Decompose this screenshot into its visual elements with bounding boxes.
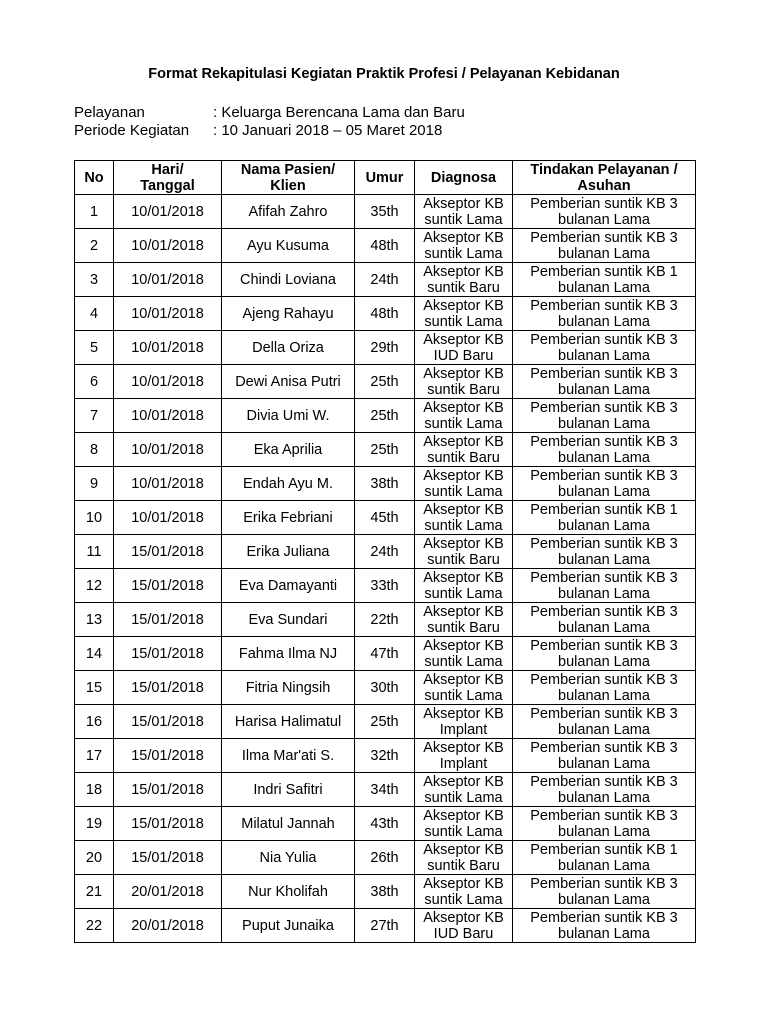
cell-nama: Fahma Ilma NJ xyxy=(222,637,355,671)
cell-diagnosa-line1: Akseptor KB xyxy=(423,807,504,824)
cell-nama: Ilma Mar'ati S. xyxy=(222,739,355,773)
header-label-line1: Tindakan Pelayanan / xyxy=(530,161,678,178)
cell-tindakan-line1: Pemberian suntik KB 3 xyxy=(530,739,678,756)
cell-tindakan-line2: bulanan Lama xyxy=(558,755,650,772)
table-row xyxy=(75,229,696,263)
cell-diagnosa-line2: suntik Lama xyxy=(424,313,503,330)
table-row xyxy=(75,263,696,297)
col-no-header xyxy=(75,161,114,195)
col-tanggal-header xyxy=(114,161,222,195)
table-body xyxy=(75,195,696,943)
cell-umur: 43th xyxy=(355,807,415,841)
cell-no: 12 xyxy=(75,569,114,603)
cell-tindakan-line1: Pemberian suntik KB 3 xyxy=(530,229,678,246)
cell-diagnosa-line2: suntik Lama xyxy=(424,687,503,704)
cell-tindakan-line1: Pemberian suntik KB 1 xyxy=(530,263,678,280)
cell-tanggal: 10/01/2018 xyxy=(114,365,222,399)
cell-diagnosa xyxy=(415,569,513,603)
cell-tanggal: 10/01/2018 xyxy=(114,229,222,263)
cell-diagnosa xyxy=(415,433,513,467)
cell-tanggal: 15/01/2018 xyxy=(114,705,222,739)
cell-no: 11 xyxy=(75,535,114,569)
cell-tindakan xyxy=(513,773,696,807)
cell-diagnosa-line1: Akseptor KB xyxy=(423,501,504,518)
cell-no: 4 xyxy=(75,297,114,331)
cell-tindakan-line2: bulanan Lama xyxy=(558,483,650,500)
cell-diagnosa xyxy=(415,739,513,773)
cell-no: 16 xyxy=(75,705,114,739)
cell-nama: Nur Kholifah xyxy=(222,875,355,909)
cell-nama: Ajeng Rahayu xyxy=(222,297,355,331)
cell-tindakan xyxy=(513,841,696,875)
cell-diagnosa-line1: Akseptor KB xyxy=(423,875,504,892)
cell-no: 10 xyxy=(75,501,114,535)
cell-diagnosa-line2: suntik Lama xyxy=(424,415,503,432)
cell-nama: Fitria Ningsih xyxy=(222,671,355,705)
cell-diagnosa-line2: suntik Lama xyxy=(424,517,503,534)
cell-tindakan-line2: bulanan Lama xyxy=(558,313,650,330)
cell-tindakan-line2: bulanan Lama xyxy=(558,347,650,364)
cell-umur: 32th xyxy=(355,739,415,773)
header-label-line1: Nama Pasien/ xyxy=(240,161,336,178)
cell-tanggal: 10/01/2018 xyxy=(114,297,222,331)
cell-umur: 47th xyxy=(355,637,415,671)
cell-tindakan-line1: Pemberian suntik KB 3 xyxy=(530,603,678,620)
cell-diagnosa xyxy=(415,603,513,637)
col-tindakan-header xyxy=(513,161,696,195)
cell-tindakan-line2: bulanan Lama xyxy=(558,619,650,636)
cell-diagnosa-line1: Akseptor KB xyxy=(423,841,504,858)
cell-no: 6 xyxy=(75,365,114,399)
cell-tindakan-line1: Pemberian suntik KB 3 xyxy=(530,773,678,790)
cell-diagnosa-line2: suntik Baru xyxy=(427,551,500,568)
cell-tanggal: 15/01/2018 xyxy=(114,671,222,705)
cell-tanggal: 10/01/2018 xyxy=(114,433,222,467)
cell-nama: Chindi Loviana xyxy=(222,263,355,297)
table-row xyxy=(75,297,696,331)
cell-tindakan-line1: Pemberian suntik KB 3 xyxy=(530,909,678,926)
cell-diagnosa xyxy=(415,297,513,331)
cell-tindakan-line1: Pemberian suntik KB 3 xyxy=(530,195,678,212)
cell-diagnosa xyxy=(415,909,513,943)
cell-nama: Erika Juliana xyxy=(222,535,355,569)
table-row xyxy=(75,773,696,807)
periode-value: : 10 Januari 2018 – 05 Maret 2018 xyxy=(213,122,443,139)
cell-diagnosa xyxy=(415,705,513,739)
cell-diagnosa-line2: suntik Lama xyxy=(424,891,503,908)
cell-umur: 29th xyxy=(355,331,415,365)
cell-diagnosa-line2: suntik Lama xyxy=(424,211,503,228)
table-row xyxy=(75,807,696,841)
cell-diagnosa-line1: Akseptor KB xyxy=(423,773,504,790)
cell-diagnosa-line1: Akseptor KB xyxy=(423,705,504,722)
cell-tindakan xyxy=(513,399,696,433)
cell-tindakan xyxy=(513,739,696,773)
cell-diagnosa-line1: Akseptor KB xyxy=(423,637,504,654)
cell-tindakan-line2: bulanan Lama xyxy=(558,891,650,908)
cell-tindakan-line2: bulanan Lama xyxy=(558,245,650,262)
table-row xyxy=(75,841,696,875)
cell-diagnosa-line1: Akseptor KB xyxy=(423,467,504,484)
cell-tanggal: 15/01/2018 xyxy=(114,739,222,773)
cell-tindakan-line1: Pemberian suntik KB 3 xyxy=(530,365,678,382)
table-row xyxy=(75,909,696,943)
cell-no: 13 xyxy=(75,603,114,637)
cell-tindakan-line1: Pemberian suntik KB 3 xyxy=(530,569,678,586)
cell-diagnosa xyxy=(415,807,513,841)
cell-diagnosa-line1: Akseptor KB xyxy=(423,331,504,348)
table-row xyxy=(75,671,696,705)
table-row xyxy=(75,535,696,569)
cell-diagnosa-line1: Akseptor KB xyxy=(423,399,504,416)
cell-tindakan xyxy=(513,501,696,535)
cell-tanggal: 15/01/2018 xyxy=(114,807,222,841)
cell-no: 17 xyxy=(75,739,114,773)
cell-diagnosa xyxy=(415,263,513,297)
cell-tindakan-line1: Pemberian suntik KB 3 xyxy=(530,671,678,688)
cell-umur: 24th xyxy=(355,535,415,569)
table-row xyxy=(75,433,696,467)
cell-nama: Ayu Kusuma xyxy=(222,229,355,263)
cell-tindakan xyxy=(513,229,696,263)
cell-diagnosa xyxy=(415,399,513,433)
header-label-line1: Umur xyxy=(365,169,404,186)
table-row xyxy=(75,705,696,739)
cell-diagnosa-line1: Akseptor KB xyxy=(423,535,504,552)
cell-umur: 25th xyxy=(355,365,415,399)
cell-umur: 33th xyxy=(355,569,415,603)
cell-diagnosa-line2: suntik Lama xyxy=(424,245,503,262)
cell-umur: 38th xyxy=(355,467,415,501)
cell-diagnosa-line2: suntik Lama xyxy=(424,483,503,500)
cell-umur: 25th xyxy=(355,705,415,739)
cell-diagnosa-line2: Implant xyxy=(439,721,488,738)
cell-diagnosa-line2: suntik Baru xyxy=(427,857,500,874)
table-row xyxy=(75,399,696,433)
table-row xyxy=(75,875,696,909)
cell-diagnosa xyxy=(415,195,513,229)
cell-nama: Eva Sundari xyxy=(222,603,355,637)
cell-nama: Della Oriza xyxy=(222,331,355,365)
cell-tindakan xyxy=(513,263,696,297)
cell-tindakan-line1: Pemberian suntik KB 1 xyxy=(530,501,678,518)
cell-no: 15 xyxy=(75,671,114,705)
col-nama-header xyxy=(222,161,355,195)
cell-tindakan-line2: bulanan Lama xyxy=(558,415,650,432)
cell-tindakan-line1: Pemberian suntik KB 3 xyxy=(530,807,678,824)
cell-tanggal: 10/01/2018 xyxy=(114,501,222,535)
table-row xyxy=(75,569,696,603)
cell-no: 1 xyxy=(75,195,114,229)
cell-nama: Milatul Jannah xyxy=(222,807,355,841)
cell-diagnosa-line2: suntik Baru xyxy=(427,619,500,636)
cell-umur: 26th xyxy=(355,841,415,875)
cell-tanggal: 15/01/2018 xyxy=(114,569,222,603)
cell-nama: Puput Junaika xyxy=(222,909,355,943)
table-row xyxy=(75,603,696,637)
cell-tanggal: 10/01/2018 xyxy=(114,467,222,501)
periode-label: Periode Kegiatan xyxy=(74,122,190,139)
table-row xyxy=(75,331,696,365)
cell-diagnosa-line1: Akseptor KB xyxy=(423,569,504,586)
cell-tanggal: 20/01/2018 xyxy=(114,875,222,909)
cell-nama: Nia Yulia xyxy=(222,841,355,875)
cell-nama: Eva Damayanti xyxy=(222,569,355,603)
cell-diagnosa-line1: Akseptor KB xyxy=(423,671,504,688)
cell-umur: 25th xyxy=(355,399,415,433)
cell-tindakan xyxy=(513,467,696,501)
cell-tindakan xyxy=(513,875,696,909)
cell-umur: 27th xyxy=(355,909,415,943)
cell-diagnosa xyxy=(415,331,513,365)
header-label-line1: Hari/ xyxy=(151,161,184,178)
cell-diagnosa-line1: Akseptor KB xyxy=(423,263,504,280)
cell-tindakan-line1: Pemberian suntik KB 3 xyxy=(530,535,678,552)
header-label-line2: Tanggal xyxy=(140,177,195,194)
cell-diagnosa-line2: IUD Baru xyxy=(433,347,494,364)
cell-no: 7 xyxy=(75,399,114,433)
cell-tindakan-line2: bulanan Lama xyxy=(558,653,650,670)
cell-no: 18 xyxy=(75,773,114,807)
cell-diagnosa xyxy=(415,535,513,569)
cell-tindakan-line2: bulanan Lama xyxy=(558,381,650,398)
cell-diagnosa-line2: suntik Lama xyxy=(424,653,503,670)
cell-diagnosa-line2: suntik Baru xyxy=(427,381,500,398)
cell-tindakan-line2: bulanan Lama xyxy=(558,789,650,806)
cell-umur: 30th xyxy=(355,671,415,705)
cell-diagnosa-line1: Akseptor KB xyxy=(423,297,504,314)
table-row xyxy=(75,467,696,501)
cell-no: 3 xyxy=(75,263,114,297)
cell-diagnosa-line2: IUD Baru xyxy=(433,925,494,942)
cell-nama: Indri Safitri xyxy=(222,773,355,807)
header-label-line2: Klien xyxy=(270,177,306,194)
cell-no: 5 xyxy=(75,331,114,365)
cell-tindakan-line2: bulanan Lama xyxy=(558,551,650,568)
cell-tindakan xyxy=(513,535,696,569)
cell-nama: Dewi Anisa Putri xyxy=(222,365,355,399)
cell-tindakan-line1: Pemberian suntik KB 3 xyxy=(530,467,678,484)
cell-tindakan xyxy=(513,331,696,365)
col-umur-header xyxy=(355,161,415,195)
cell-tanggal: 15/01/2018 xyxy=(114,841,222,875)
cell-no: 2 xyxy=(75,229,114,263)
cell-nama: Afifah Zahro xyxy=(222,195,355,229)
cell-tindakan-line2: bulanan Lama xyxy=(558,721,650,738)
cell-tindakan-line1: Pemberian suntik KB 3 xyxy=(530,433,678,450)
cell-nama: Endah Ayu M. xyxy=(222,467,355,501)
cell-tindakan xyxy=(513,297,696,331)
cell-tanggal: 20/01/2018 xyxy=(114,909,222,943)
cell-tindakan-line2: bulanan Lama xyxy=(558,687,650,704)
cell-no: 14 xyxy=(75,637,114,671)
cell-diagnosa xyxy=(415,501,513,535)
cell-tindakan-line2: bulanan Lama xyxy=(558,449,650,466)
cell-umur: 48th xyxy=(355,229,415,263)
table-row xyxy=(75,637,696,671)
table-row xyxy=(75,195,696,229)
cell-diagnosa-line1: Akseptor KB xyxy=(423,195,504,212)
cell-umur: 45th xyxy=(355,501,415,535)
header-label-line1: Diagnosa xyxy=(430,169,497,186)
cell-diagnosa xyxy=(415,671,513,705)
cell-tanggal: 15/01/2018 xyxy=(114,637,222,671)
cell-diagnosa xyxy=(415,637,513,671)
cell-diagnosa xyxy=(415,773,513,807)
cell-tindakan xyxy=(513,909,696,943)
cell-umur: 38th xyxy=(355,875,415,909)
cell-tindakan xyxy=(513,705,696,739)
pelayanan-label: Pelayanan xyxy=(74,104,145,121)
cell-umur: 25th xyxy=(355,433,415,467)
table-row xyxy=(75,501,696,535)
recap-table xyxy=(74,160,696,943)
cell-tindakan-line1: Pemberian suntik KB 3 xyxy=(530,297,678,314)
cell-tindakan-line2: bulanan Lama xyxy=(558,585,650,602)
cell-diagnosa-line2: suntik Lama xyxy=(424,585,503,602)
cell-tindakan-line1: Pemberian suntik KB 3 xyxy=(530,399,678,416)
table-row xyxy=(75,365,696,399)
cell-tindakan-line1: Pemberian suntik KB 3 xyxy=(530,637,678,654)
cell-tindakan xyxy=(513,433,696,467)
cell-nama: Harisa Halimatul xyxy=(222,705,355,739)
cell-diagnosa-line1: Akseptor KB xyxy=(423,909,504,926)
cell-diagnosa-line1: Akseptor KB xyxy=(423,739,504,756)
cell-diagnosa xyxy=(415,365,513,399)
table-row xyxy=(75,739,696,773)
cell-tanggal: 10/01/2018 xyxy=(114,195,222,229)
cell-tindakan-line1: Pemberian suntik KB 3 xyxy=(530,875,678,892)
cell-diagnosa-line1: Akseptor KB xyxy=(423,433,504,450)
cell-diagnosa-line1: Akseptor KB xyxy=(423,603,504,620)
cell-tindakan xyxy=(513,603,696,637)
cell-tindakan-line1: Pemberian suntik KB 1 xyxy=(530,841,678,858)
cell-diagnosa-line1: Akseptor KB xyxy=(423,365,504,382)
cell-diagnosa-line2: suntik Baru xyxy=(427,279,500,296)
cell-tanggal: 10/01/2018 xyxy=(114,399,222,433)
cell-no: 22 xyxy=(75,909,114,943)
cell-diagnosa-line1: Akseptor KB xyxy=(423,229,504,246)
cell-diagnosa xyxy=(415,467,513,501)
cell-tindakan xyxy=(513,807,696,841)
header-label-line2: Asuhan xyxy=(577,177,631,194)
cell-tindakan-line2: bulanan Lama xyxy=(558,279,650,296)
cell-diagnosa xyxy=(415,841,513,875)
cell-tanggal: 15/01/2018 xyxy=(114,603,222,637)
cell-tanggal: 10/01/2018 xyxy=(114,331,222,365)
header-label-line1: No xyxy=(84,169,104,186)
cell-no: 8 xyxy=(75,433,114,467)
cell-umur: 34th xyxy=(355,773,415,807)
cell-umur: 22th xyxy=(355,603,415,637)
col-diagnosa-header xyxy=(415,161,513,195)
document-title: Format Rekapitulasi Kegiatan Praktik Profesi / Pelayanan Kebidanan xyxy=(148,66,620,82)
cell-umur: 24th xyxy=(355,263,415,297)
cell-nama: Divia Umi W. xyxy=(222,399,355,433)
cell-tindakan-line2: bulanan Lama xyxy=(558,857,650,874)
cell-nama: Eka Aprilia xyxy=(222,433,355,467)
cell-tindakan-line2: bulanan Lama xyxy=(558,823,650,840)
cell-tindakan xyxy=(513,365,696,399)
cell-nama: Erika Febriani xyxy=(222,501,355,535)
cell-no: 9 xyxy=(75,467,114,501)
cell-diagnosa-line2: suntik Lama xyxy=(424,789,503,806)
cell-diagnosa-line2: suntik Lama xyxy=(424,823,503,840)
cell-tindakan xyxy=(513,195,696,229)
cell-tindakan-line1: Pemberian suntik KB 3 xyxy=(530,331,678,348)
cell-tindakan-line1: Pemberian suntik KB 3 xyxy=(530,705,678,722)
cell-no: 21 xyxy=(75,875,114,909)
cell-tindakan-line2: bulanan Lama xyxy=(558,925,650,942)
table-header-row xyxy=(75,161,696,195)
cell-diagnosa-line2: suntik Baru xyxy=(427,449,500,466)
cell-tindakan-line2: bulanan Lama xyxy=(558,211,650,228)
cell-tindakan xyxy=(513,637,696,671)
cell-tanggal: 10/01/2018 xyxy=(114,263,222,297)
pelayanan-value: : Keluarga Berencana Lama dan Baru xyxy=(213,104,465,121)
cell-tindakan-line2: bulanan Lama xyxy=(558,517,650,534)
cell-diagnosa xyxy=(415,229,513,263)
cell-tindakan xyxy=(513,671,696,705)
cell-diagnosa-line2: Implant xyxy=(439,755,488,772)
cell-umur: 35th xyxy=(355,195,415,229)
cell-tanggal: 15/01/2018 xyxy=(114,773,222,807)
cell-umur: 48th xyxy=(355,297,415,331)
cell-tanggal: 15/01/2018 xyxy=(114,535,222,569)
cell-tindakan xyxy=(513,569,696,603)
cell-no: 20 xyxy=(75,841,114,875)
cell-no: 19 xyxy=(75,807,114,841)
cell-diagnosa xyxy=(415,875,513,909)
